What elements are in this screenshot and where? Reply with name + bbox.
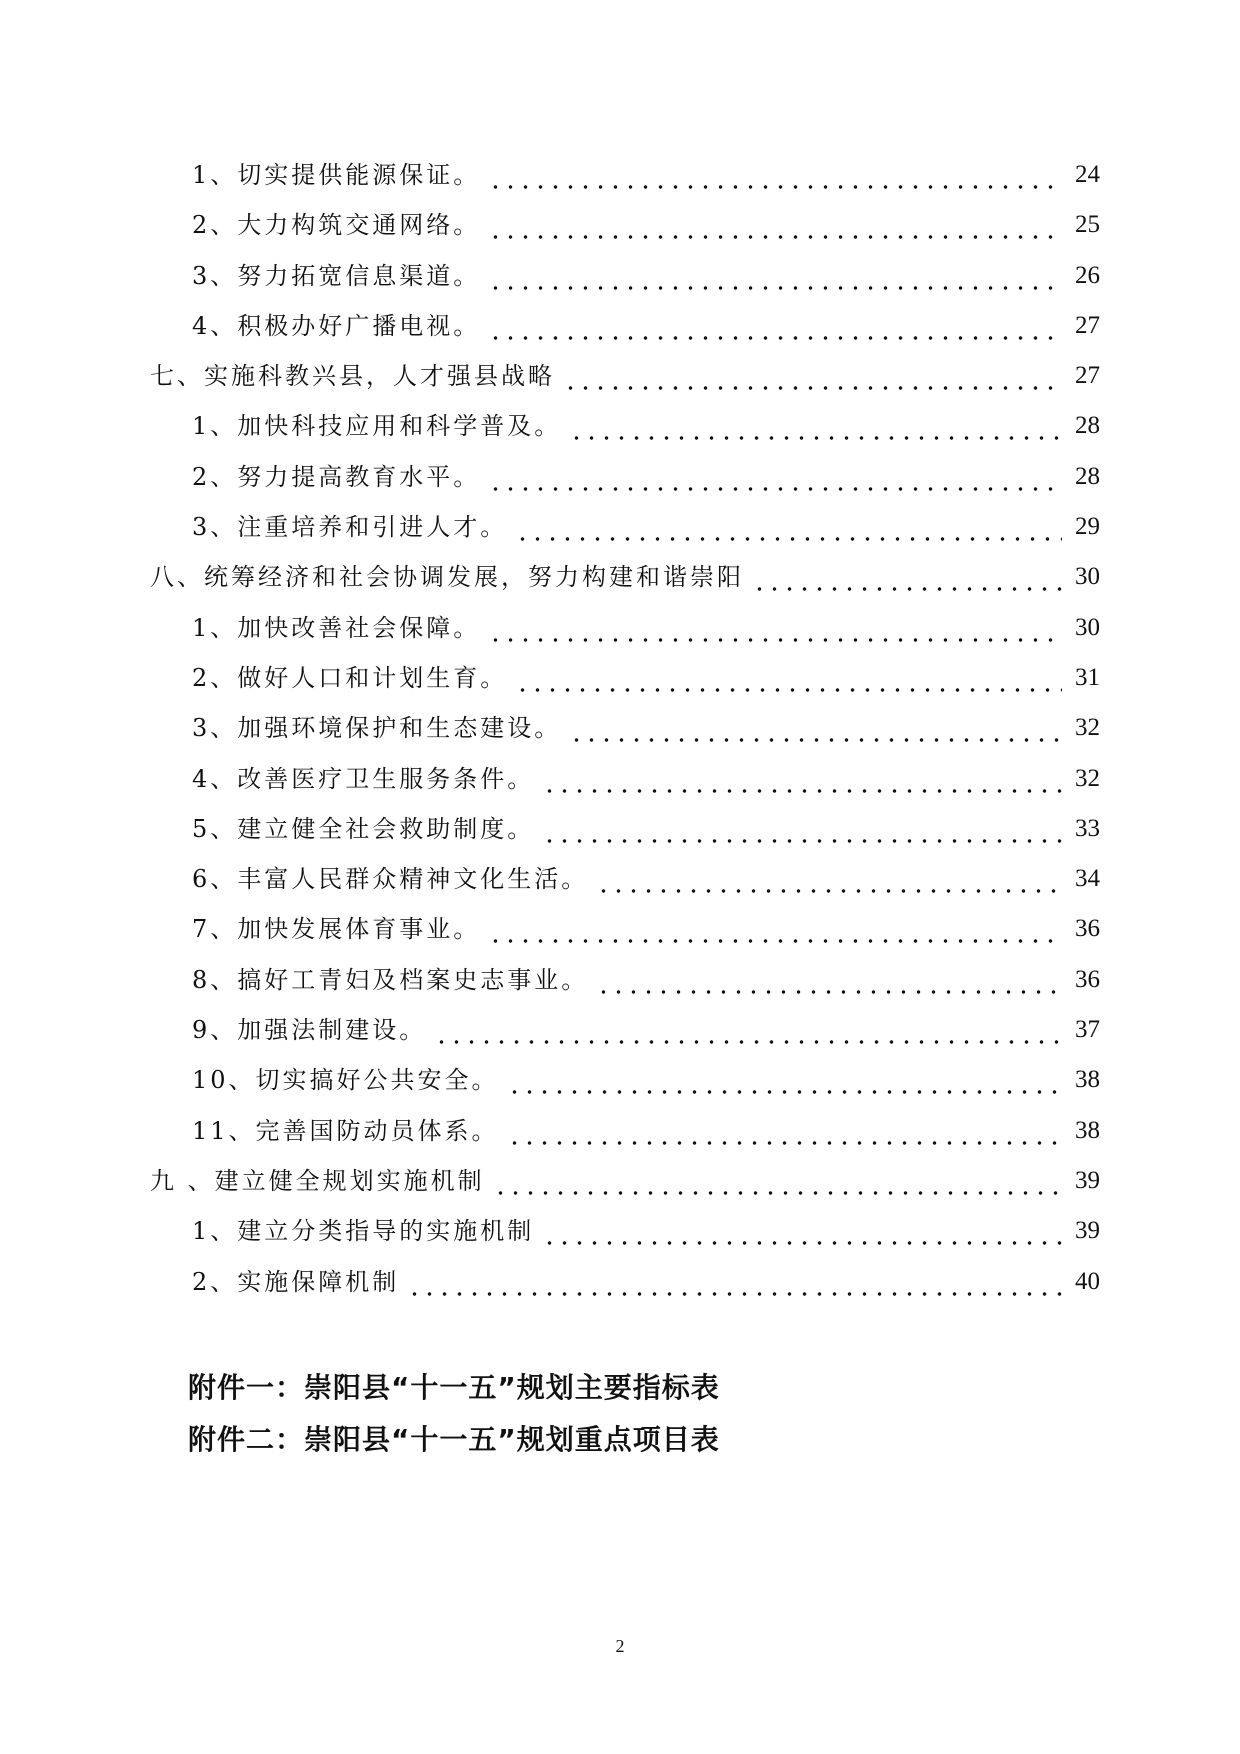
toc-entry[interactable] [150,507,1100,557]
dot-leader [488,909,1062,949]
page-number: 2 [615,1636,625,1656]
dot-leader [488,457,1062,497]
dot-leader [507,1111,1062,1151]
toc-entry-page: 28 [1075,412,1100,440]
toc-entry[interactable] [150,406,1100,456]
toc-entry[interactable] [150,608,1100,658]
dot-leader [752,557,1062,597]
dot-leader [488,608,1062,648]
dot-leader [542,759,1062,799]
toc-entry-label: 4、改善医疗卫生服务条件。 [192,759,538,799]
toc-entry-label: 5、建立健全社会救助制度。 [192,809,538,849]
toc-entry-page: 36 [1075,915,1100,943]
dot-leader [407,1262,1062,1302]
dot-leader [569,708,1062,748]
toc-entry-page: 40 [1075,1267,1100,1295]
toc-entry[interactable] [150,909,1100,959]
toc-entry[interactable] [150,256,1100,306]
toc-entry-label: 1、建立分类指导的实施机制 [192,1211,538,1251]
toc-entry-label: 7、加快发展体育事业。 [192,909,484,949]
toc-entry-page: 37 [1075,1016,1100,1044]
dot-leader [507,1060,1062,1100]
toc-entry-label: 1、加快科技应用和科学普及。 [192,406,565,446]
toc-section[interactable] [150,557,1100,607]
dot-leader [596,859,1062,899]
dot-leader [488,155,1062,195]
toc-entry[interactable] [150,859,1100,909]
toc-entry-page: 39 [1075,1217,1100,1245]
toc-entry-label: 3、注重培养和引进人才。 [192,507,511,547]
toc-entry[interactable] [150,658,1100,708]
toc-entry[interactable] [150,708,1100,758]
toc-entry[interactable] [150,1060,1100,1110]
dot-leader [488,306,1062,346]
toc-entry[interactable] [150,1111,1100,1161]
attachment-2[interactable]: 附件二：崇阳县“十一五”规划重点项目表 [188,1423,720,1456]
toc-entry-page: 30 [1075,613,1100,641]
toc-entry-page: 29 [1075,513,1100,541]
toc-section-label: 七、实施科教兴县，人才强县战略 [150,356,559,396]
toc-entry-page: 32 [1075,764,1100,792]
toc-entry-label: 3、加强环境保护和生态建设。 [192,708,565,748]
toc-entry[interactable] [150,960,1100,1010]
toc-entry-label: 2、努力提高教育水平。 [192,457,484,497]
toc-entry-label: 9、加强法制建设。 [192,1010,430,1050]
dot-leader [488,256,1062,296]
toc-entry-page: 36 [1075,965,1100,993]
toc-section-page: 30 [1075,563,1100,591]
toc-entry[interactable] [150,1211,1100,1261]
toc-entry-page: 25 [1075,211,1100,239]
toc-entry-page: 34 [1075,865,1100,893]
toc-section[interactable] [150,356,1100,406]
table-of-contents [150,155,1100,1312]
toc-entry[interactable] [150,155,1100,205]
toc-section-label: 九 、建立健全规划实施机制 [150,1161,489,1201]
toc-entry-label: 8、搞好工青妇及档案史志事业。 [192,960,592,1000]
dot-leader [563,356,1062,396]
attachment-1[interactable]: 附件一：崇阳县“十一五”规划主要指标表 [188,1371,720,1404]
toc-entry-page: 38 [1075,1116,1100,1144]
attachments-list [188,1362,720,1466]
toc-entry[interactable] [150,1262,1100,1312]
toc-entry-label: 3、努力拓宽信息渠道。 [192,256,484,296]
toc-entry-label: 2、实施保障机制 [192,1262,403,1302]
toc-entry-page: 32 [1075,714,1100,742]
toc-entry-page: 26 [1075,261,1100,289]
toc-section-page: 27 [1075,362,1100,390]
dot-leader [488,205,1062,245]
toc-entry-label: 11、完善国防动员体系。 [192,1111,503,1151]
dot-leader [569,406,1062,446]
dot-leader [596,960,1062,1000]
toc-entry[interactable] [150,1010,1100,1060]
toc-entry-label: 4、积极办好广播电视。 [192,306,484,346]
toc-entry-label: 2、大力构筑交通网络。 [192,205,484,245]
toc-entry-page: 24 [1075,161,1100,188]
toc-section[interactable] [150,1161,1100,1211]
toc-entry-page: 31 [1075,663,1100,691]
toc-entry-page: 33 [1075,814,1100,842]
dot-leader [515,507,1062,547]
dot-leader [434,1010,1062,1050]
toc-entry-label: 1、切实提供能源保证。 [192,155,484,195]
toc-entry-page: 27 [1075,311,1100,339]
toc-entry-page: 28 [1075,462,1100,490]
toc-entry-label: 6、丰富人民群众精神文化生活。 [192,859,592,899]
dot-leader [542,809,1062,849]
toc-section-label: 八、统筹经济和社会协调发展，努力构建和谐崇阳 [150,557,748,597]
toc-entry-label: 1、加快改善社会保障。 [192,608,484,648]
toc-entry[interactable] [150,306,1100,356]
toc-entry[interactable] [150,205,1100,255]
toc-entry-label: 2、做好人口和计划生育。 [192,658,511,698]
toc-entry-page: 38 [1075,1066,1100,1094]
toc-entry[interactable] [150,457,1100,507]
toc-entry[interactable] [150,759,1100,809]
dot-leader [515,658,1062,698]
toc-section-page: 39 [1075,1166,1100,1194]
toc-entry[interactable] [150,809,1100,859]
dot-leader [542,1211,1062,1251]
toc-entry-label: 10、切实搞好公共安全。 [192,1060,503,1100]
dot-leader [493,1161,1062,1201]
